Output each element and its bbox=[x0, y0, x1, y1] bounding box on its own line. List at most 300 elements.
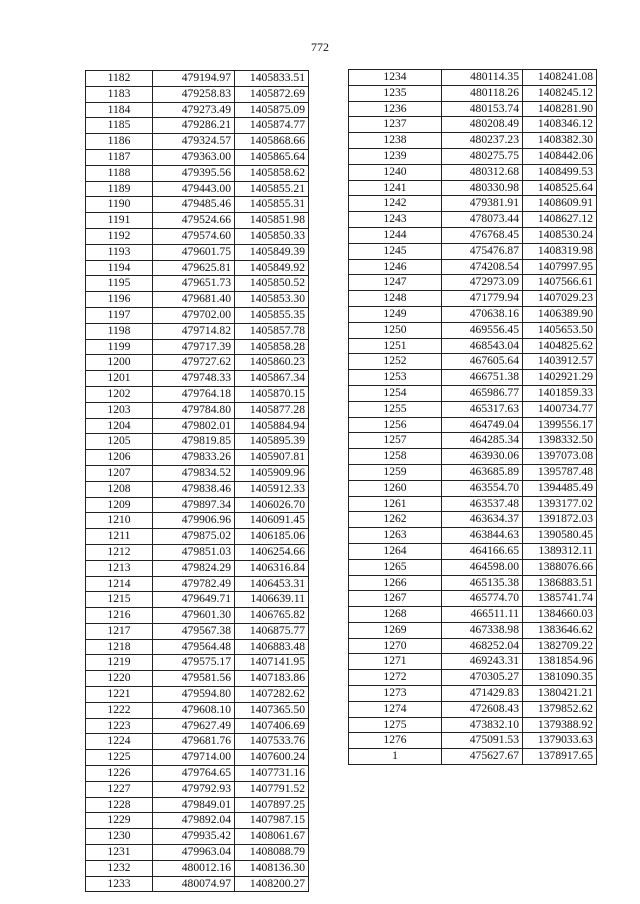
y-coordinate-cell: 1405877.28 bbox=[235, 402, 309, 418]
point-number-cell: 1228 bbox=[86, 797, 153, 813]
table-row bbox=[349, 433, 597, 449]
x-coordinate-cell: 480118.26 bbox=[442, 85, 523, 101]
y-coordinate-cell: 1407365.50 bbox=[235, 702, 309, 718]
point-number-cell: 1238 bbox=[349, 133, 442, 149]
y-coordinate-cell: 1405855.35 bbox=[235, 307, 309, 323]
y-coordinate-cell: 1406765.82 bbox=[235, 608, 309, 624]
point-number-cell: 1226 bbox=[86, 766, 153, 782]
point-number-cell: 1243 bbox=[349, 212, 442, 228]
table-row bbox=[86, 402, 309, 418]
x-coordinate-cell: 472608.43 bbox=[442, 701, 523, 717]
y-coordinate-cell: 1406389.90 bbox=[523, 306, 597, 322]
x-coordinate-cell: 469243.31 bbox=[442, 654, 523, 670]
point-number-cell: 1260 bbox=[349, 480, 442, 496]
table-row bbox=[349, 148, 597, 164]
point-number-cell: 1218 bbox=[86, 639, 153, 655]
point-number-cell: 1240 bbox=[349, 164, 442, 180]
table-row bbox=[86, 149, 309, 165]
table-row bbox=[86, 718, 309, 734]
y-coordinate-cell: 1405895.39 bbox=[235, 434, 309, 450]
table-row bbox=[86, 639, 309, 655]
point-number-cell: 1194 bbox=[86, 260, 153, 276]
y-coordinate-cell: 1405653.50 bbox=[523, 322, 597, 338]
table-row bbox=[86, 513, 309, 529]
point-number-cell: 1216 bbox=[86, 608, 153, 624]
point-number-cell: 1264 bbox=[349, 543, 442, 559]
y-coordinate-cell: 1405868.66 bbox=[235, 134, 309, 150]
table-row bbox=[349, 480, 597, 496]
point-number-cell: 1274 bbox=[349, 701, 442, 717]
point-number-cell: 1256 bbox=[349, 417, 442, 433]
table-row bbox=[349, 701, 597, 717]
point-number-cell: 1225 bbox=[86, 750, 153, 766]
y-coordinate-cell: 1407791.52 bbox=[235, 781, 309, 797]
y-coordinate-cell: 1391872.03 bbox=[523, 512, 597, 528]
y-coordinate-cell: 1407533.76 bbox=[235, 734, 309, 750]
point-number-cell: 1191 bbox=[86, 213, 153, 229]
point-number-cell: 1229 bbox=[86, 813, 153, 829]
table-row bbox=[349, 654, 597, 670]
table-row bbox=[86, 86, 309, 102]
x-coordinate-cell: 479363.00 bbox=[153, 149, 235, 165]
point-number-cell: 1203 bbox=[86, 402, 153, 418]
x-coordinate-cell: 465986.77 bbox=[442, 385, 523, 401]
x-coordinate-cell: 479833.26 bbox=[153, 450, 235, 466]
x-coordinate-cell: 480208.49 bbox=[442, 117, 523, 133]
y-coordinate-cell: 1385741.74 bbox=[523, 591, 597, 607]
point-number-cell: 1198 bbox=[86, 323, 153, 339]
table-row bbox=[86, 450, 309, 466]
x-coordinate-cell: 469556.45 bbox=[442, 322, 523, 338]
x-coordinate-cell: 479748.33 bbox=[153, 371, 235, 387]
x-coordinate-cell: 479963.04 bbox=[153, 845, 235, 861]
point-number-cell: 1201 bbox=[86, 371, 153, 387]
y-coordinate-cell: 1401859.33 bbox=[523, 385, 597, 401]
y-coordinate-cell: 1405874.77 bbox=[235, 118, 309, 134]
page-number: 772 bbox=[311, 40, 329, 54]
y-coordinate-cell: 1405872.69 bbox=[235, 86, 309, 102]
x-coordinate-cell: 480275.75 bbox=[442, 148, 523, 164]
y-coordinate-cell: 1405857.78 bbox=[235, 323, 309, 339]
point-number-cell: 1196 bbox=[86, 292, 153, 308]
x-coordinate-cell: 479935.42 bbox=[153, 829, 235, 845]
y-coordinate-cell: 1379852.62 bbox=[523, 701, 597, 717]
x-coordinate-cell: 479627.49 bbox=[153, 718, 235, 734]
x-coordinate-cell: 468543.04 bbox=[442, 338, 523, 354]
y-coordinate-cell: 1407406.69 bbox=[235, 718, 309, 734]
y-coordinate-cell: 1407997.95 bbox=[523, 259, 597, 275]
x-coordinate-cell: 479802.01 bbox=[153, 418, 235, 434]
y-coordinate-cell: 1379033.63 bbox=[523, 733, 597, 749]
x-coordinate-cell: 474208.54 bbox=[442, 259, 523, 275]
table-row bbox=[86, 734, 309, 750]
table-row bbox=[86, 418, 309, 434]
table-row bbox=[349, 496, 597, 512]
y-coordinate-cell: 1406639.11 bbox=[235, 592, 309, 608]
point-number-cell: 1184 bbox=[86, 102, 153, 118]
table-row bbox=[86, 781, 309, 797]
x-coordinate-cell: 463634.37 bbox=[442, 512, 523, 528]
y-coordinate-cell: 1399556.17 bbox=[523, 417, 597, 433]
point-number-cell: 1205 bbox=[86, 434, 153, 450]
point-number-cell: 1251 bbox=[349, 338, 442, 354]
point-number-cell: 1199 bbox=[86, 339, 153, 355]
point-number-cell: 1230 bbox=[86, 829, 153, 845]
y-coordinate-cell: 1405849.92 bbox=[235, 260, 309, 276]
table-row bbox=[349, 638, 597, 654]
table-row bbox=[349, 528, 597, 544]
x-coordinate-cell: 470638.16 bbox=[442, 306, 523, 322]
x-coordinate-cell: 479524.66 bbox=[153, 213, 235, 229]
point-number-cell: 1202 bbox=[86, 386, 153, 402]
y-coordinate-cell: 1395787.48 bbox=[523, 464, 597, 480]
table-row bbox=[86, 339, 309, 355]
y-coordinate-cell: 1405867.34 bbox=[235, 371, 309, 387]
y-coordinate-cell: 1405855.21 bbox=[235, 181, 309, 197]
y-coordinate-cell: 1406091.45 bbox=[235, 513, 309, 529]
y-coordinate-cell: 1408442.06 bbox=[523, 148, 597, 164]
y-coordinate-cell: 1403912.57 bbox=[523, 354, 597, 370]
x-coordinate-cell: 479581.56 bbox=[153, 671, 235, 687]
y-coordinate-cell: 1407731.16 bbox=[235, 766, 309, 782]
point-number-cell: 1212 bbox=[86, 544, 153, 560]
table-row bbox=[86, 355, 309, 371]
x-coordinate-cell: 475091.53 bbox=[442, 733, 523, 749]
table-row bbox=[86, 197, 309, 213]
y-coordinate-cell: 1408627.12 bbox=[523, 212, 597, 228]
x-coordinate-cell: 480114.35 bbox=[442, 70, 523, 86]
point-number-cell: 1247 bbox=[349, 275, 442, 291]
table-row bbox=[86, 860, 309, 876]
x-coordinate-cell: 463930.06 bbox=[442, 449, 523, 465]
y-coordinate-cell: 1382709.22 bbox=[523, 638, 597, 654]
point-number-cell: 1266 bbox=[349, 575, 442, 591]
table-row bbox=[86, 560, 309, 576]
y-coordinate-cell: 1405850.52 bbox=[235, 276, 309, 292]
point-number-cell: 1193 bbox=[86, 244, 153, 260]
x-coordinate-cell: 479764.18 bbox=[153, 386, 235, 402]
point-number-cell: 1214 bbox=[86, 576, 153, 592]
x-coordinate-cell: 465774.70 bbox=[442, 591, 523, 607]
point-number-cell: 1249 bbox=[349, 306, 442, 322]
table-row bbox=[349, 291, 597, 307]
x-coordinate-cell: 479594.80 bbox=[153, 687, 235, 703]
y-coordinate-cell: 1405884.94 bbox=[235, 418, 309, 434]
x-coordinate-cell: 463685.89 bbox=[442, 464, 523, 480]
point-number-cell: 1234 bbox=[349, 70, 442, 86]
table-row bbox=[86, 102, 309, 118]
point-number-cell: 1257 bbox=[349, 433, 442, 449]
x-coordinate-cell: 463537.48 bbox=[442, 496, 523, 512]
point-number-cell: 1211 bbox=[86, 529, 153, 545]
point-number-cell: 1252 bbox=[349, 354, 442, 370]
point-number-cell: 1236 bbox=[349, 101, 442, 117]
table-row bbox=[349, 401, 597, 417]
point-number-cell: 1210 bbox=[86, 513, 153, 529]
table-row bbox=[349, 385, 597, 401]
point-number-cell: 1200 bbox=[86, 355, 153, 371]
x-coordinate-cell: 479649.71 bbox=[153, 592, 235, 608]
table-row bbox=[86, 307, 309, 323]
y-coordinate-cell: 1381854.96 bbox=[523, 654, 597, 670]
point-number-cell: 1265 bbox=[349, 559, 442, 575]
table-row bbox=[86, 608, 309, 624]
y-coordinate-cell: 1406453.31 bbox=[235, 576, 309, 592]
y-coordinate-cell: 1408245.12 bbox=[523, 85, 597, 101]
y-coordinate-cell: 1406316.84 bbox=[235, 560, 309, 576]
point-number-cell: 1204 bbox=[86, 418, 153, 434]
x-coordinate-cell: 480312.68 bbox=[442, 164, 523, 180]
table-row bbox=[349, 749, 597, 765]
y-coordinate-cell: 1408530.24 bbox=[523, 227, 597, 243]
y-coordinate-cell: 1394485.49 bbox=[523, 480, 597, 496]
y-coordinate-cell: 1406026.70 bbox=[235, 497, 309, 513]
y-coordinate-cell: 1389312.11 bbox=[523, 543, 597, 559]
x-coordinate-cell: 479838.46 bbox=[153, 481, 235, 497]
table-row bbox=[349, 164, 597, 180]
table-row bbox=[349, 275, 597, 291]
x-coordinate-cell: 479324.57 bbox=[153, 134, 235, 150]
table-row bbox=[86, 276, 309, 292]
x-coordinate-cell: 466511.11 bbox=[442, 607, 523, 623]
y-coordinate-cell: 1407029.23 bbox=[523, 291, 597, 307]
x-coordinate-cell: 479194.97 bbox=[153, 71, 235, 87]
y-coordinate-cell: 1402921.29 bbox=[523, 370, 597, 386]
y-coordinate-cell: 1405858.62 bbox=[235, 165, 309, 181]
x-coordinate-cell: 479782.49 bbox=[153, 576, 235, 592]
y-coordinate-cell: 1390580.45 bbox=[523, 528, 597, 544]
x-coordinate-cell: 471429.83 bbox=[442, 686, 523, 702]
table-row bbox=[86, 181, 309, 197]
table-row bbox=[86, 687, 309, 703]
x-coordinate-cell: 470305.27 bbox=[442, 670, 523, 686]
x-coordinate-cell: 479601.75 bbox=[153, 244, 235, 260]
point-number-cell: 1221 bbox=[86, 687, 153, 703]
x-coordinate-cell: 472973.09 bbox=[442, 275, 523, 291]
y-coordinate-cell: 1405865.64 bbox=[235, 149, 309, 165]
table-row bbox=[349, 196, 597, 212]
y-coordinate-cell: 1405850.33 bbox=[235, 228, 309, 244]
table-row bbox=[86, 434, 309, 450]
table-row bbox=[86, 544, 309, 560]
point-number-cell: 1242 bbox=[349, 196, 442, 212]
point-number-cell: 1262 bbox=[349, 512, 442, 528]
table-row bbox=[349, 607, 597, 623]
table-row bbox=[86, 702, 309, 718]
x-coordinate-cell: 475627.67 bbox=[442, 749, 523, 765]
point-number-cell: 1250 bbox=[349, 322, 442, 338]
table-row bbox=[349, 622, 597, 638]
point-number-cell: 1253 bbox=[349, 370, 442, 386]
x-coordinate-cell: 463554.70 bbox=[442, 480, 523, 496]
y-coordinate-cell: 1408609.91 bbox=[523, 196, 597, 212]
point-number-cell: 1188 bbox=[86, 165, 153, 181]
x-coordinate-cell: 465135.38 bbox=[442, 575, 523, 591]
coordinates-table-right bbox=[348, 69, 597, 765]
point-number-cell: 1222 bbox=[86, 702, 153, 718]
table-row bbox=[86, 260, 309, 276]
x-coordinate-cell: 479485.46 bbox=[153, 197, 235, 213]
table-row bbox=[86, 244, 309, 260]
y-coordinate-cell: 1407987.15 bbox=[235, 813, 309, 829]
table-row bbox=[86, 813, 309, 829]
y-coordinate-cell: 1384660.03 bbox=[523, 607, 597, 623]
table-row bbox=[349, 464, 597, 480]
x-coordinate-cell: 479608.10 bbox=[153, 702, 235, 718]
x-coordinate-cell: 479564.48 bbox=[153, 639, 235, 655]
point-number-cell: 1231 bbox=[86, 845, 153, 861]
table-row bbox=[349, 180, 597, 196]
y-coordinate-cell: 1405860.23 bbox=[235, 355, 309, 371]
point-number-cell: 1267 bbox=[349, 591, 442, 607]
y-coordinate-cell: 1406185.06 bbox=[235, 529, 309, 545]
table-row bbox=[349, 449, 597, 465]
point-number-cell: 1224 bbox=[86, 734, 153, 750]
table-row bbox=[86, 671, 309, 687]
point-number-cell: 1239 bbox=[349, 148, 442, 164]
y-coordinate-cell: 1383646.62 bbox=[523, 622, 597, 638]
x-coordinate-cell: 465317.63 bbox=[442, 401, 523, 417]
table-row bbox=[349, 243, 597, 259]
x-coordinate-cell: 480153.74 bbox=[442, 101, 523, 117]
y-coordinate-cell: 1393177.02 bbox=[523, 496, 597, 512]
x-coordinate-cell: 463844.63 bbox=[442, 528, 523, 544]
y-coordinate-cell: 1404825.62 bbox=[523, 338, 597, 354]
x-coordinate-cell: 479892.04 bbox=[153, 813, 235, 829]
x-coordinate-cell: 479567.38 bbox=[153, 623, 235, 639]
table-row bbox=[349, 117, 597, 133]
table-row bbox=[349, 686, 597, 702]
table-row bbox=[349, 322, 597, 338]
table-row bbox=[349, 370, 597, 386]
point-number-cell: 1 bbox=[349, 749, 442, 765]
point-number-cell: 1244 bbox=[349, 227, 442, 243]
x-coordinate-cell: 480237.23 bbox=[442, 133, 523, 149]
table-row bbox=[86, 797, 309, 813]
y-coordinate-cell: 1408088.79 bbox=[235, 845, 309, 861]
table-row bbox=[86, 655, 309, 671]
x-coordinate-cell: 479258.83 bbox=[153, 86, 235, 102]
table-row bbox=[86, 371, 309, 387]
x-coordinate-cell: 479381.91 bbox=[442, 196, 523, 212]
y-coordinate-cell: 1408136.30 bbox=[235, 860, 309, 876]
table-row bbox=[86, 465, 309, 481]
point-number-cell: 1192 bbox=[86, 228, 153, 244]
y-coordinate-cell: 1405912.33 bbox=[235, 481, 309, 497]
y-coordinate-cell: 1397073.08 bbox=[523, 449, 597, 465]
table-row bbox=[86, 323, 309, 339]
y-coordinate-cell: 1379388.92 bbox=[523, 717, 597, 733]
x-coordinate-cell: 475476.87 bbox=[442, 243, 523, 259]
y-coordinate-cell: 1405875.09 bbox=[235, 102, 309, 118]
point-number-cell: 1241 bbox=[349, 180, 442, 196]
point-number-cell: 1268 bbox=[349, 607, 442, 623]
point-number-cell: 1258 bbox=[349, 449, 442, 465]
point-number-cell: 1185 bbox=[86, 118, 153, 134]
y-coordinate-cell: 1408200.27 bbox=[235, 876, 309, 892]
x-coordinate-cell: 467338.98 bbox=[442, 622, 523, 638]
x-coordinate-cell: 479906.96 bbox=[153, 513, 235, 529]
y-coordinate-cell: 1406875.77 bbox=[235, 623, 309, 639]
point-number-cell: 1207 bbox=[86, 465, 153, 481]
table-row bbox=[86, 213, 309, 229]
point-number-cell: 1270 bbox=[349, 638, 442, 654]
y-coordinate-cell: 1388076.66 bbox=[523, 559, 597, 575]
x-coordinate-cell: 479681.76 bbox=[153, 734, 235, 750]
x-coordinate-cell: 479651.73 bbox=[153, 276, 235, 292]
table-row bbox=[86, 845, 309, 861]
x-coordinate-cell: 479286.21 bbox=[153, 118, 235, 134]
point-number-cell: 1271 bbox=[349, 654, 442, 670]
y-coordinate-cell: 1405907.81 bbox=[235, 450, 309, 466]
point-number-cell: 1213 bbox=[86, 560, 153, 576]
point-number-cell: 1220 bbox=[86, 671, 153, 687]
table-row bbox=[86, 118, 309, 134]
y-coordinate-cell: 1405833.51 bbox=[235, 71, 309, 87]
y-coordinate-cell: 1386883.51 bbox=[523, 575, 597, 591]
y-coordinate-cell: 1405909.96 bbox=[235, 465, 309, 481]
x-coordinate-cell: 466751.38 bbox=[442, 370, 523, 386]
point-number-cell: 1269 bbox=[349, 622, 442, 638]
table-row bbox=[86, 750, 309, 766]
y-coordinate-cell: 1407141.95 bbox=[235, 655, 309, 671]
table-row bbox=[349, 101, 597, 117]
x-coordinate-cell: 479851.03 bbox=[153, 544, 235, 560]
table-row bbox=[349, 306, 597, 322]
y-coordinate-cell: 1378917.65 bbox=[523, 749, 597, 765]
x-coordinate-cell: 479395.56 bbox=[153, 165, 235, 181]
table-row bbox=[86, 71, 309, 87]
point-number-cell: 1186 bbox=[86, 134, 153, 150]
point-number-cell: 1190 bbox=[86, 197, 153, 213]
x-coordinate-cell: 479824.29 bbox=[153, 560, 235, 576]
table-row bbox=[86, 623, 309, 639]
point-number-cell: 1275 bbox=[349, 717, 442, 733]
y-coordinate-cell: 1407600.24 bbox=[235, 750, 309, 766]
table-row bbox=[349, 133, 597, 149]
x-coordinate-cell: 479601.30 bbox=[153, 608, 235, 624]
table-row bbox=[86, 134, 309, 150]
point-number-cell: 1215 bbox=[86, 592, 153, 608]
point-number-cell: 1227 bbox=[86, 781, 153, 797]
x-coordinate-cell: 479792.93 bbox=[153, 781, 235, 797]
x-coordinate-cell: 480074.97 bbox=[153, 876, 235, 892]
y-coordinate-cell: 1408319.98 bbox=[523, 243, 597, 259]
table-row bbox=[349, 512, 597, 528]
x-coordinate-cell: 464749.04 bbox=[442, 417, 523, 433]
x-coordinate-cell: 479574.60 bbox=[153, 228, 235, 244]
x-coordinate-cell: 464598.00 bbox=[442, 559, 523, 575]
table-row bbox=[86, 292, 309, 308]
table-row bbox=[86, 766, 309, 782]
y-coordinate-cell: 1407183.86 bbox=[235, 671, 309, 687]
x-coordinate-cell: 480330.98 bbox=[442, 180, 523, 196]
x-coordinate-cell: 479714.00 bbox=[153, 750, 235, 766]
y-coordinate-cell: 1405849.39 bbox=[235, 244, 309, 260]
table-row bbox=[349, 85, 597, 101]
table-row bbox=[86, 592, 309, 608]
table-row bbox=[86, 529, 309, 545]
point-number-cell: 1183 bbox=[86, 86, 153, 102]
table-row bbox=[349, 591, 597, 607]
table-row bbox=[86, 228, 309, 244]
x-coordinate-cell: 479575.17 bbox=[153, 655, 235, 671]
y-coordinate-cell: 1408382.30 bbox=[523, 133, 597, 149]
table-row bbox=[86, 386, 309, 402]
point-number-cell: 1272 bbox=[349, 670, 442, 686]
x-coordinate-cell: 473832.10 bbox=[442, 717, 523, 733]
point-number-cell: 1276 bbox=[349, 733, 442, 749]
